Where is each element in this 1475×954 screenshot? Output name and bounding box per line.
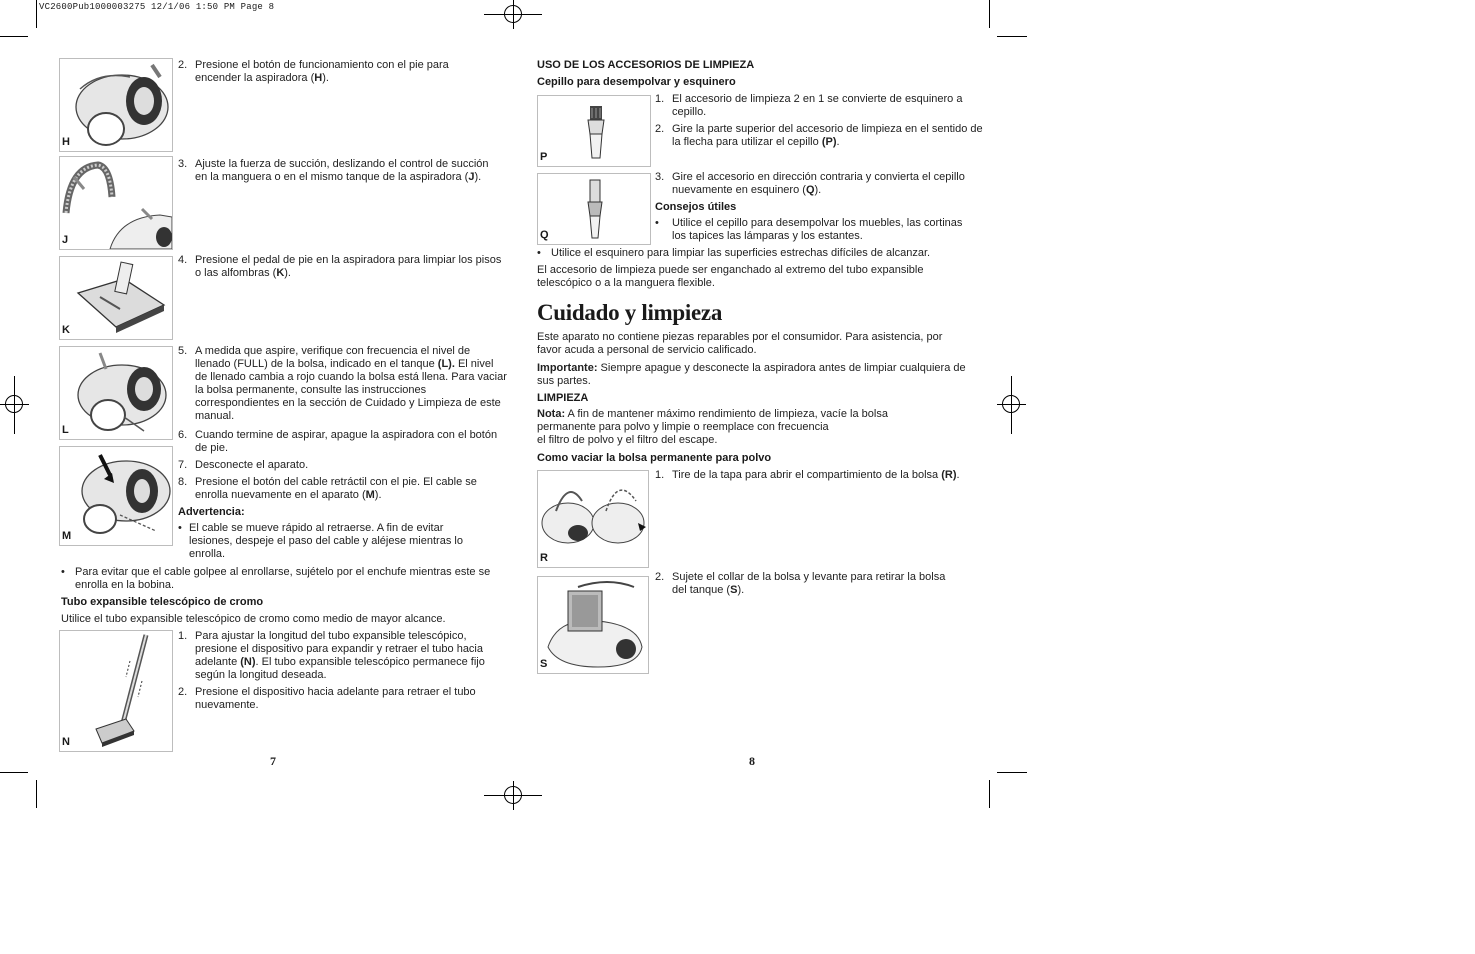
figure-label: P [540, 151, 548, 163]
figure-label: N [62, 736, 70, 748]
figure-r [537, 470, 649, 568]
page-number: 7 [270, 754, 276, 768]
figure-label: Q [540, 229, 549, 241]
step-8: 8. Presione el botón del cable retráctil con el pie. El cable se enrolla nuevamente en el aparato (M). [178, 476, 477, 501]
figure-n [59, 630, 173, 752]
step-3: 3. Ajuste la fuerza de succión, deslizando el control de succión en la manguera o en el mismo tanque de la aspiradora (J). [178, 158, 489, 183]
floor-nozzle-illustration [60, 257, 172, 339]
accessories-title: USO DE LOS ACCESORIOS DE LIMPIEZA [537, 59, 755, 71]
empty-step-1: 1. Tire de la tapa para abrir el compartimiento de la bolsa (R). [655, 469, 960, 481]
figure-q [537, 173, 651, 245]
crop-mark [997, 36, 1027, 37]
crop-mark [36, 0, 37, 28]
step-4: 4. Presione el pedal de pie en la aspiradora para limpiar los pisos o las alfombras (K). [178, 254, 502, 279]
accessories-subtitle: Cepillo para desempolvar y esquinero [537, 76, 736, 88]
warning-bullet: • El cable se mueve rápido al retraerse. A fin de evitar lesiones, despeje el paso del cable y aléjese mientras lo enrolla. [178, 522, 463, 560]
figure-l [59, 346, 173, 440]
brush-tool-illustration [538, 96, 650, 166]
step-6: 6. Cuando termine de aspirar, apague la aspiradora con el botón de pie. [178, 429, 498, 454]
cord-bullet: • Para evitar que el cable golpee al enrollarse, sujételo por el enchufe mientras este se enrolla en la bobina. [61, 566, 491, 591]
figure-p [537, 95, 651, 167]
print-slug: VC2600Pub1000003275 12/1/06 1:50 PM Page 8 [39, 2, 275, 12]
cord-rewind-illustration [60, 447, 172, 545]
tube-intro: Utilice el tubo expansible telescópico de cromo como medio de mayor alcance. [61, 613, 446, 625]
figure-h [59, 58, 173, 152]
cleaning-title: LIMPIEZA [537, 392, 589, 404]
accessory-step-2: 2. Gire la parte superior del accesorio de limpieza en el sentido de la flecha para utilizar el cepillo (P). [655, 123, 983, 148]
tube-step-1: 1. Para ajustar la longitud del tubo expansible telescópico, presione el dispositivo para expandir y retraer el tubo hacia adelante (N). El tubo expansible telescópico permanece fijo según la longitud deseada. [178, 630, 485, 681]
figure-label: R [540, 552, 548, 564]
crop-mark [0, 36, 28, 37]
crop-mark [989, 780, 990, 808]
tube-title: Tubo expansible telescópico de cromo [61, 596, 264, 608]
accessory-step-3: 3. Gire el accesorio en dirección contraria y convierta el cepillo nuevamente en esquinero (Q). [655, 171, 965, 196]
figure-k [59, 256, 173, 340]
vacuum-illustration [60, 59, 172, 151]
telescopic-tube-illustration [60, 631, 172, 751]
crop-mark [0, 772, 28, 773]
crop-mark [989, 0, 990, 28]
crevice-tool-illustration [538, 174, 650, 244]
figure-label: J [62, 234, 69, 246]
open-lid-illustration [538, 471, 648, 567]
care-title: Cuidado y limpieza [537, 300, 723, 325]
cleaning-note: Nota: A fin de mantener máximo rendimiento de limpieza, vacíe la bolsa permanente para polvo y limpie o reemplace con frecuencia el filtro de polvo y el filtro del escape. [537, 408, 888, 446]
important-note: Importante: Siempre apague y desconecte la aspiradora antes de limpiar cualquiera de sus partes. [537, 362, 966, 387]
figure-label: H [62, 136, 70, 148]
accessory-note: El accesorio de limpieza puede ser enganchado al extremo del tubo expansible telescópico o a la manguera flexible. [537, 264, 924, 289]
remove-bag-illustration [538, 577, 648, 673]
tip-1: • Utilice el cepillo para desempolvar los muebles, las cortinas los tapices las lámparas y los estantes. [655, 217, 963, 242]
page-number: 8 [749, 754, 755, 768]
figure-j [59, 156, 173, 250]
figure-label: M [62, 530, 72, 542]
tip-2: • Utilice el esquinero para limpiar las superficies estrechas difíciles de alcanzar. [537, 247, 931, 259]
warning-title: Advertencia: [178, 506, 245, 518]
crop-mark [997, 772, 1027, 773]
tips-title: Consejos útiles [655, 201, 737, 213]
figure-s [537, 576, 649, 674]
empty-bag-title: Como vaciar la bolsa permanente para polvo [537, 452, 772, 464]
crop-mark [36, 780, 37, 808]
figure-label: L [62, 424, 69, 436]
figure-m [59, 446, 173, 546]
figure-label: K [62, 324, 70, 336]
hose-illustration [60, 157, 172, 249]
accessory-step-1: 1. El accesorio de limpieza 2 en 1 se convierte de esquinero a cepillo. [655, 93, 963, 118]
step-7: 7. Desconecte el aparato. [178, 459, 309, 471]
step-2: 2. Presione el botón de funcionamiento con el pie para encender la aspiradora (H). [178, 59, 449, 84]
empty-step-2: 2. Sujete el collar de la bolsa y levante para retirar la bolsa del tanque (S). [655, 571, 946, 596]
vacuum-indicator-illustration [60, 347, 172, 439]
tube-step-2: 2. Presione el dispositivo hacia adelante para retraer el tubo nuevamente. [178, 686, 476, 711]
step-5: 5. A medida que aspire, verifique con frecuencia el nivel de llenado (FULL) de la bolsa, indicado en el tanque (L). El nivel de llenado cambia a rojo cuando la bolsa está llena. Para vaciar la bolsa permanente, consulte las instrucciones correspondientes en la sección de Cuidado y Limpieza de este manual. [178, 345, 507, 422]
figure-label: S [540, 658, 548, 670]
care-intro: Este aparato no contiene piezas reparables por el consumidor. Para asistencia, por favor acuda a personal de servicio calificado. [537, 331, 943, 356]
